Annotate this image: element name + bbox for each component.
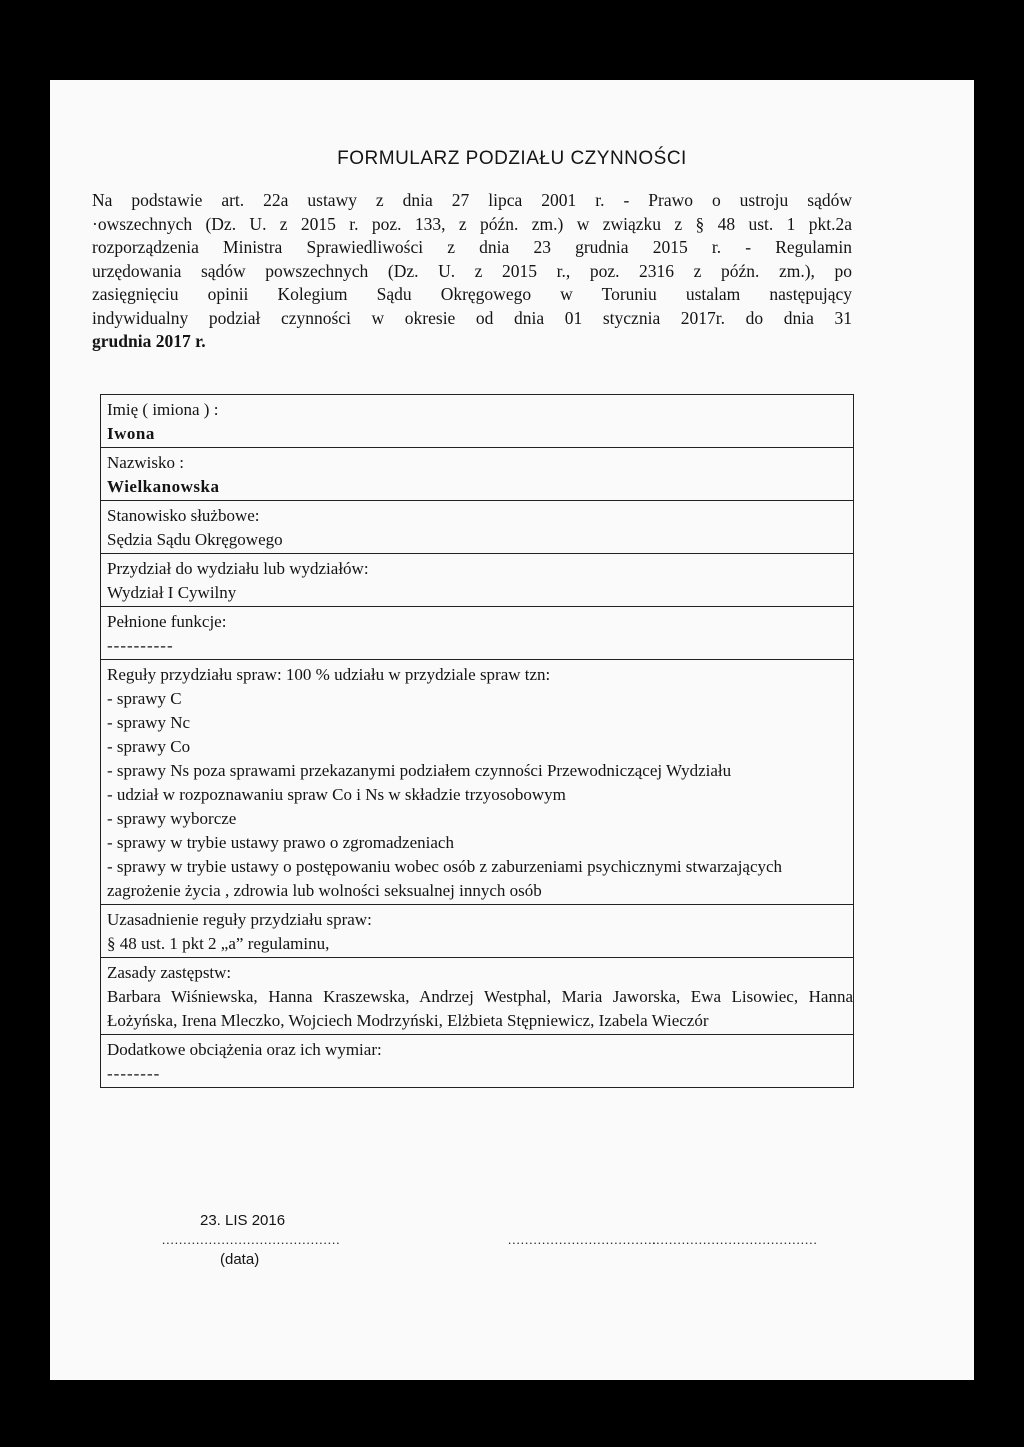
functions-value: ---------- (107, 636, 174, 655)
extra-duties-label: Dodatkowe obciążenia oraz ich wymiar: (107, 1040, 382, 1059)
intro-line: Na podstawie art. 22a ustawy z dnia 27 lipca 2001 r. - Prawo o ustroju sądów (92, 190, 852, 210)
justification-value: § 48 ust. 1 pkt 2 „a” regulaminu, (107, 934, 330, 953)
first-name-label: Imię ( imiona ) : (107, 400, 219, 419)
rules-item: - sprawy w trybie ustawy o postępowaniu wobec osób z zaburzeniami psychicznymi stwarzających zagrożenie życia , zdrowia lub wolności seksualnej innych osób (107, 857, 783, 900)
rules-item: - sprawy w trybie ustawy prawo o zgromadzeniach (107, 833, 454, 852)
substitutes-label: Zasady zastępstw: (107, 963, 232, 982)
date-label: (data) (220, 1251, 260, 1268)
rules-item: - sprawy Ns poza sprawami przekazanymi podziałem czynności Przewodniczącej Wydziału (107, 761, 732, 780)
last-name-section (101, 448, 853, 501)
rules-item: - sprawy Nc (107, 713, 191, 732)
rules-item: - sprawy wyborcze (107, 809, 237, 828)
last-name-label: Nazwisko : (107, 453, 184, 472)
position-label: Stanowisko służbowe: (107, 506, 260, 525)
substitutes-value: Barbara Wiśniewska, Hanna Kraszewska, Andrzej Westphal, Maria Jaworska, Ewa Lisowiec, Hanna Łożyńska, Irena Mleczko, Wojciech Modrzyński, Elżbieta Stępniewicz, Izabela Wieczór (107, 987, 853, 1030)
rules-item: - sprawy C (107, 689, 182, 708)
intro-line: zasięgnięciu opinii Kolegium Sądu Okręgowego w Toruniu ustalam następujący (92, 284, 852, 304)
substitutes-section (101, 958, 853, 1035)
position-section (101, 501, 853, 554)
department-section (101, 554, 853, 607)
justification-label: Uzasadnienie reguły przydziału spraw: (107, 910, 372, 929)
department-label: Przydział do wydziału lub wydziałów: (107, 559, 369, 578)
date-dotted-line: .......................................... (162, 1232, 341, 1247)
signature-dotted-line: ................................... (508, 1232, 657, 1247)
intro-line: rozporządzenia Ministra Sprawiedliwości z dnia 23 grudnia 2015 r. - Regulamin (92, 237, 852, 257)
first-name-section (101, 395, 853, 448)
last-name-value: Wielkanowska (107, 477, 220, 496)
signature-dotted-line-2: ....................................... (652, 1232, 818, 1247)
rules-item: - udział w rozpoznawaniu spraw Co i Ns w składzie trzyosobowym (107, 785, 566, 804)
document-title: FORMULARZ PODZIAŁU CZYNNOŚCI (337, 148, 687, 169)
intro-line: grudnia 2017 r. (92, 331, 206, 351)
functions-section (101, 607, 853, 660)
intro-line: indywidualny podział czynności w okresie od dnia 01 stycznia 2017r. do dnia 31 (92, 307, 852, 328)
rules-section (101, 660, 853, 905)
intro-paragraph (92, 189, 852, 354)
rules-label: Reguły przydziału spraw: 100 % udziału w przydziale spraw tzn: (107, 665, 551, 684)
intro-line: urzędowania sądów powszechnych (Dz. U. z 2015 r., poz. 2316 z późn. zm.), po (92, 260, 852, 281)
intro-line: ·owszechnych (Dz. U. z 2015 r. poz. 133, z późn. zm.) w związku z § 48 ust. 1 pkt.2a (92, 213, 852, 234)
handwritten-date: 23. LIS 2016 (200, 1212, 286, 1229)
position-value: Sędzia Sądu Okręgowego (107, 530, 283, 549)
rules-item: - sprawy Co (107, 737, 191, 756)
extra-duties-value: -------- (107, 1064, 161, 1083)
first-name-value: Iwona (107, 424, 155, 443)
extra-duties-section (101, 1035, 853, 1088)
functions-label: Pełnione funkcje: (107, 612, 227, 631)
assignment-form (100, 394, 854, 1088)
justification-section (101, 905, 853, 958)
department-value: Wydział I Cywilny (107, 583, 237, 602)
